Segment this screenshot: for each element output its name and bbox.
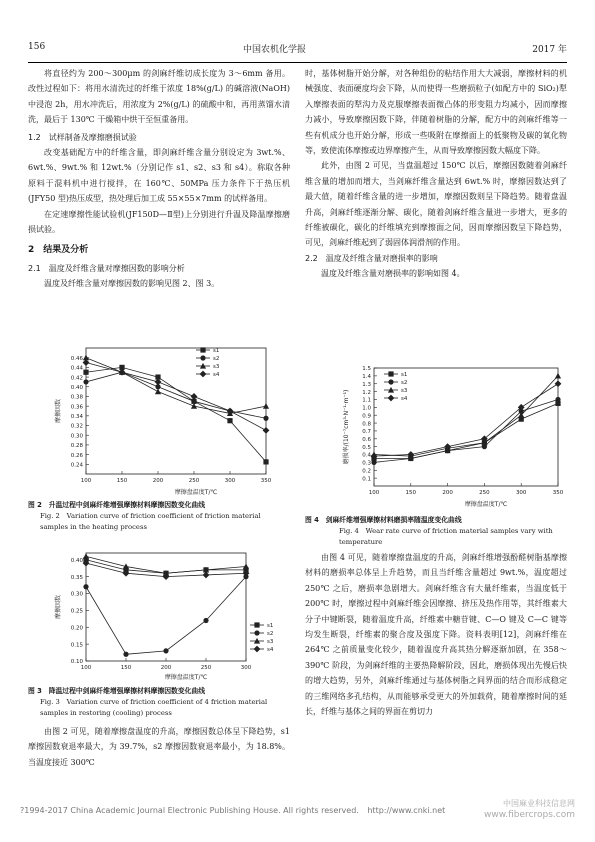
x-tick-label: 150 — [120, 665, 132, 671]
figure-4 — [330, 362, 570, 512]
legend-marker-s2 — [388, 379, 393, 384]
x-tick-label: 100 — [80, 478, 92, 484]
y-tick-label: 1.3 — [362, 381, 371, 388]
y-tick-label: 0.36 — [70, 404, 83, 411]
paragraph-1-2-b: 在定速摩擦性能试验机(JF150D—Ⅱ型)上分别进行升温及降温摩擦磨损试验。 — [28, 209, 290, 235]
fig4-caption-en: Fig. 4 Wear rate curve of friction material samples vary with temperature — [339, 527, 553, 546]
y-tick-label: 0.32 — [70, 423, 83, 430]
data-point-s3 — [83, 553, 89, 559]
section-2-1-heading: 2.1 温度及纤维含量对摩擦因数的影响分析 — [28, 263, 185, 273]
series-line-s4 — [86, 363, 266, 431]
data-point-s4 — [555, 380, 562, 387]
legend-marker-s1 — [200, 347, 205, 352]
y-tick-label: 0.28 — [70, 443, 83, 450]
legend-label-s1: s1 — [401, 372, 408, 378]
y-tick-label: 0.25 — [70, 608, 83, 615]
section-1-2-heading: 1.2 试样制备及摩擦磨损试验 — [28, 132, 137, 142]
y-tick-label: 0.44 — [70, 365, 83, 372]
legend-label-s2: s2 — [267, 631, 274, 637]
figure-2 — [46, 340, 276, 500]
data-point-s2 — [555, 397, 560, 402]
data-point-s2 — [263, 416, 268, 421]
data-point-s4 — [263, 427, 270, 434]
paragraph-r2: 此外，由图 2 可见，当盘温超过 150℃ 以后，摩擦因数随着剑麻纤维含量的增加而增大，当剑麻纤维含量达到 6wt.% 时，摩擦因数达到了最大值，随着纤维含量的进一步增加，摩擦因数则呈下降趋势。随着盘温升高，剑麻纤维逐渐分解、碳化，随着剑麻纤维含量进一步增大，更多的纤维被碳化，碳化的纤维填充到摩擦面之间，因而摩擦因数呈下降趋势，可见，剑麻纤维起到了弱固体润滑剂的作用。 — [305, 161, 567, 248]
series-line-s2 — [86, 577, 246, 655]
x-tick-label: 350 — [260, 478, 272, 484]
right-column-bottom — [305, 550, 567, 719]
right-column — [305, 66, 567, 282]
page-footer — [20, 799, 575, 820]
series-s2 — [83, 574, 248, 657]
y-tick-label: 1.0 — [362, 405, 371, 412]
y-tick-label: 0.34 — [70, 414, 83, 421]
data-point-s4 — [227, 408, 234, 415]
data-point-s1 — [263, 459, 268, 464]
fig3-chart — [46, 545, 276, 685]
figure-3 — [46, 545, 276, 685]
x-tick-label: 250 — [479, 490, 490, 496]
y-tick-label: 0.2 — [362, 468, 371, 475]
series-s3 — [83, 355, 269, 416]
fig3-caption-en: Fig. 3 Variation curve of friction coefficient of 4 friction material samples in restoring (cooling) process — [40, 698, 268, 717]
x-tick-label: 200 — [442, 490, 453, 496]
series-s3 — [83, 553, 249, 576]
paragraph-intro: 将直径约为 200～300μm 的剑麻纤维切成长度为 3～6mm 备用。改性过程如下：将用水清洗过的纤维于浓度 18%(g/L) 的碱溶液(NaOH)中浸泡 2h，用水冲洗后，用浓度为 2%(g/L) 的硫酸中和，再用蒸馏水清洗，最后于 130℃ 干燥箱中烘干至恒重备用。 — [28, 69, 290, 125]
series-line-s1 — [374, 403, 558, 458]
legend-label-s2: s2 — [213, 356, 220, 362]
y-tick-label: 0.6 — [362, 437, 371, 443]
y-tick-label: 1.5 — [362, 366, 371, 373]
y-tick-label: 0.8 — [362, 421, 371, 428]
y-tick-label: 1.1 — [362, 397, 371, 404]
paragraph-1-2-a: 改变基础配方中的纤维含量，即剑麻纤维含量分别设定为 3wt.%、6wt.%、9wt.% 和 12wt.%（分别记作 s1、s2、s3 和 s4）。称取各种原料于混料机中进行搅拌，在 160℃、50MPa 压力条件下于热压机(JFY50 型)热压成型，热处理后加工成 55×55×7mm 的试样备用。 — [28, 148, 290, 204]
series-s1 — [83, 365, 268, 465]
y-tick-label: 0.30 — [70, 591, 83, 598]
data-point-s2 — [203, 618, 208, 623]
watermark-url: www.fibercrops.com — [484, 810, 575, 820]
x-axis-label: 摩擦盘温度T/℃ — [174, 489, 218, 496]
legend-marker-s2 — [200, 355, 205, 360]
x-tick-label: 200 — [160, 665, 172, 671]
y-tick-label: 0.5 — [362, 444, 371, 451]
legend-marker-s2 — [254, 630, 259, 635]
x-tick-label: 250 — [200, 665, 212, 671]
legend-label-s4: s4 — [267, 647, 274, 653]
data-point-s2 — [83, 379, 88, 384]
page-header — [28, 42, 567, 62]
journal-name: 中国农机化学报 — [243, 45, 307, 55]
x-tick-label: 100 — [368, 490, 380, 496]
y-tick-label: 0.9 — [362, 413, 371, 420]
data-point-s2 — [83, 584, 88, 589]
x-tick-label: 100 — [80, 665, 92, 671]
y-tick-label: 0.1 — [362, 476, 371, 483]
legend-marker-s4 — [388, 395, 395, 402]
series-line-s1 — [86, 367, 266, 462]
data-point-s1 — [227, 418, 232, 423]
legend-label-s3: s3 — [267, 639, 274, 645]
data-point-s2 — [371, 460, 376, 465]
fig4-caption-cn: 图 4 剑麻纤维增强摩擦材料磨损率随温度变化曲线 — [305, 516, 462, 524]
paragraph-2-2: 温度及纤维含量对磨损率的影响如图 4。 — [321, 269, 465, 279]
fig4-chart — [330, 362, 570, 512]
y-tick-label: 1.4 — [362, 374, 371, 381]
y-tick-label: 0.7 — [362, 429, 371, 436]
data-point-s1 — [83, 370, 88, 375]
y-tick-label: 0.15 — [70, 642, 83, 649]
x-tick-label: 300 — [224, 478, 236, 484]
y-tick-label: 0.35 — [70, 574, 83, 581]
page-number: 156 — [28, 42, 46, 52]
series-s4 — [83, 359, 270, 434]
plot-frame — [86, 348, 266, 474]
series-s4 — [371, 380, 562, 459]
data-point-s3 — [555, 373, 561, 379]
data-point-s2 — [123, 652, 128, 657]
y-tick-label: 0.42 — [70, 375, 83, 382]
header-rule — [28, 62, 567, 63]
y-tick-label: 0.10 — [70, 659, 83, 666]
section-2-2-heading: 2.2 温度及纤维含量对磨损率的影响 — [305, 253, 438, 263]
y-axis-label: 磨损率/(10⁻⁷cm³·N⁻¹·m⁻¹) — [343, 389, 350, 465]
paragraph-r3: 由图 4 可见，随着摩擦盘温度的升高，剑麻纤维增强酚醛树脂基摩擦材料的磨损率总体呈上升趋势，而且当纤维含量超过 9wt.%，温度超过 250℃ 之后，磨损率急剧增大。剑麻纤维含有大量纤维素，当温度低于 200℃ 时，摩擦过程中剑麻纤维会因摩擦、挤压及热作用等，其纤维素大分子中键断裂，随着温度升高，纤维素中糖苷键、C—O 键及 C—C 键等均发生断裂，纤维素的聚合度及强度下降。资料表明[12]，剑麻纤维在 264℃ 之前质量变化较少，随着温度升高其热分解逐渐加剧，在 358～390℃ 阶段，为剑麻纤维的主要热降解阶段，因此，磨损体现出先慢后快的增大趋势，另外，剑麻纤维通过与基体树脂之间界面的结合而形成稳定的三维网络多孔结构，从而能够承受更大的外加载荷，随着摩擦时间的延长，纤维与基体之间的界面在剪切力 — [305, 553, 567, 717]
left-column — [28, 66, 290, 292]
legend-marker-s1 — [388, 371, 393, 376]
legend-label-s1: s1 — [267, 623, 274, 629]
legend-marker-s4 — [200, 371, 207, 378]
cnki-url[interactable]: http://www.cnki.net — [367, 806, 446, 815]
data-point-s4 — [203, 572, 210, 579]
paragraph-after-fig3: 由图 2 可见，随着摩擦盘温度的升高，摩擦因数总体呈下降趋势，s1 摩擦因数衰退率最大，为 39.7%，s2 摩擦因数衰退率最小，为 18.8%。当温度接近 300℃ — [28, 727, 290, 767]
y-tick-label: 0.40 — [70, 557, 83, 564]
y-tick-label: 0.3 — [362, 460, 371, 467]
copyright-text: ?1994-2017 China Academic Journal Electronic Publishing House. All rights reserved. — [20, 806, 359, 815]
legend-label-s4: s4 — [401, 396, 408, 402]
y-axis-label: 摩擦因数 — [55, 594, 62, 620]
x-tick-label: 350 — [552, 490, 564, 496]
series-line-s3 — [86, 358, 266, 414]
journal-year: 2017 年 — [532, 45, 567, 55]
figure-4-caption — [305, 515, 567, 548]
legend-label-s3: s3 — [401, 388, 408, 394]
y-tick-label: 0.20 — [70, 625, 83, 632]
fig3-caption-cn: 图 3 降温过程中剑麻纤维增强摩擦材料摩擦因数变化曲线 — [28, 687, 206, 695]
series-s1 — [371, 401, 560, 461]
left-column-bottom — [28, 724, 290, 770]
watermark-cn: 中国麻业科技信息网 — [503, 799, 575, 808]
legend-label-s3: s3 — [213, 364, 220, 370]
x-axis-label: 摩擦盘温度T/℃ — [164, 674, 208, 681]
x-tick-label: 250 — [188, 478, 200, 484]
y-tick-label: 0.4 — [362, 452, 371, 459]
fig2-caption-cn: 图 2 升温过程中剑麻纤维增强摩擦材料摩擦因数变化曲线 — [28, 501, 206, 509]
y-tick-label: 0.26 — [70, 452, 83, 459]
y-tick-label: 0.24 — [70, 462, 83, 469]
x-tick-label: 300 — [515, 490, 527, 496]
section-2-heading: 2 结果及分析 — [28, 245, 89, 256]
x-tick-label: 300 — [240, 665, 252, 671]
legend-label-s4: s4 — [213, 372, 220, 378]
data-point-s3 — [155, 389, 161, 395]
fig2-chart — [46, 340, 276, 500]
x-tick-label: 150 — [116, 478, 128, 484]
data-point-s2 — [163, 648, 168, 653]
data-point-s3 — [263, 403, 269, 409]
y-tick-label: 0.30 — [70, 433, 83, 440]
y-tick-label: 0.38 — [70, 394, 83, 401]
figure-2-caption — [28, 500, 290, 533]
y-tick-label: 0.40 — [70, 384, 83, 391]
data-point-s3 — [191, 403, 197, 409]
series-line-s2 — [374, 399, 558, 462]
legend-label-s1: s1 — [213, 348, 220, 354]
legend-marker-s4 — [254, 646, 261, 653]
y-axis-label: 摩擦因数 — [55, 398, 62, 424]
x-tick-label: 150 — [405, 490, 417, 496]
y-tick-label: 1.2 — [362, 389, 371, 396]
x-axis-label: 摩擦盘温度T/℃ — [464, 501, 508, 508]
legend-label-s2: s2 — [401, 380, 408, 386]
paragraph-r1: 时，基体树脂开始分解，对各种组份的粘结作用大大减弱，摩擦材料的机械强度、表面硬度均会下降，从而使得一些磨损粒子(如配方中的 SiO₂)犁入摩擦表面的犁沟力及克服摩擦表面微凸体的形变阻力均减小，因而摩擦力减小，导致摩擦因数下降，伴随着树脂的分解，配方中的剑麻纤维等一些有机成分也开始分解，形成一些吸附在摩擦面上的低聚物及碳的氧化物等，致使流体摩擦或边界摩擦产生，从而导致摩擦因数大幅度下降。 — [305, 69, 567, 156]
paragraph-2-1: 温度及纤维含量对摩擦因数的影响见图 2、图 3。 — [44, 279, 220, 289]
legend-marker-s1 — [254, 622, 259, 627]
data-point-s3 — [243, 563, 249, 569]
fig2-caption-en: Fig. 2 Variation curve of friction coefficient of friction material samples in the heating process — [40, 512, 261, 531]
y-tick-label: 0.46 — [70, 355, 83, 362]
series-s3 — [371, 373, 561, 459]
x-tick-label: 200 — [152, 478, 164, 484]
series-s2 — [83, 370, 268, 421]
figure-3-caption — [28, 686, 290, 719]
